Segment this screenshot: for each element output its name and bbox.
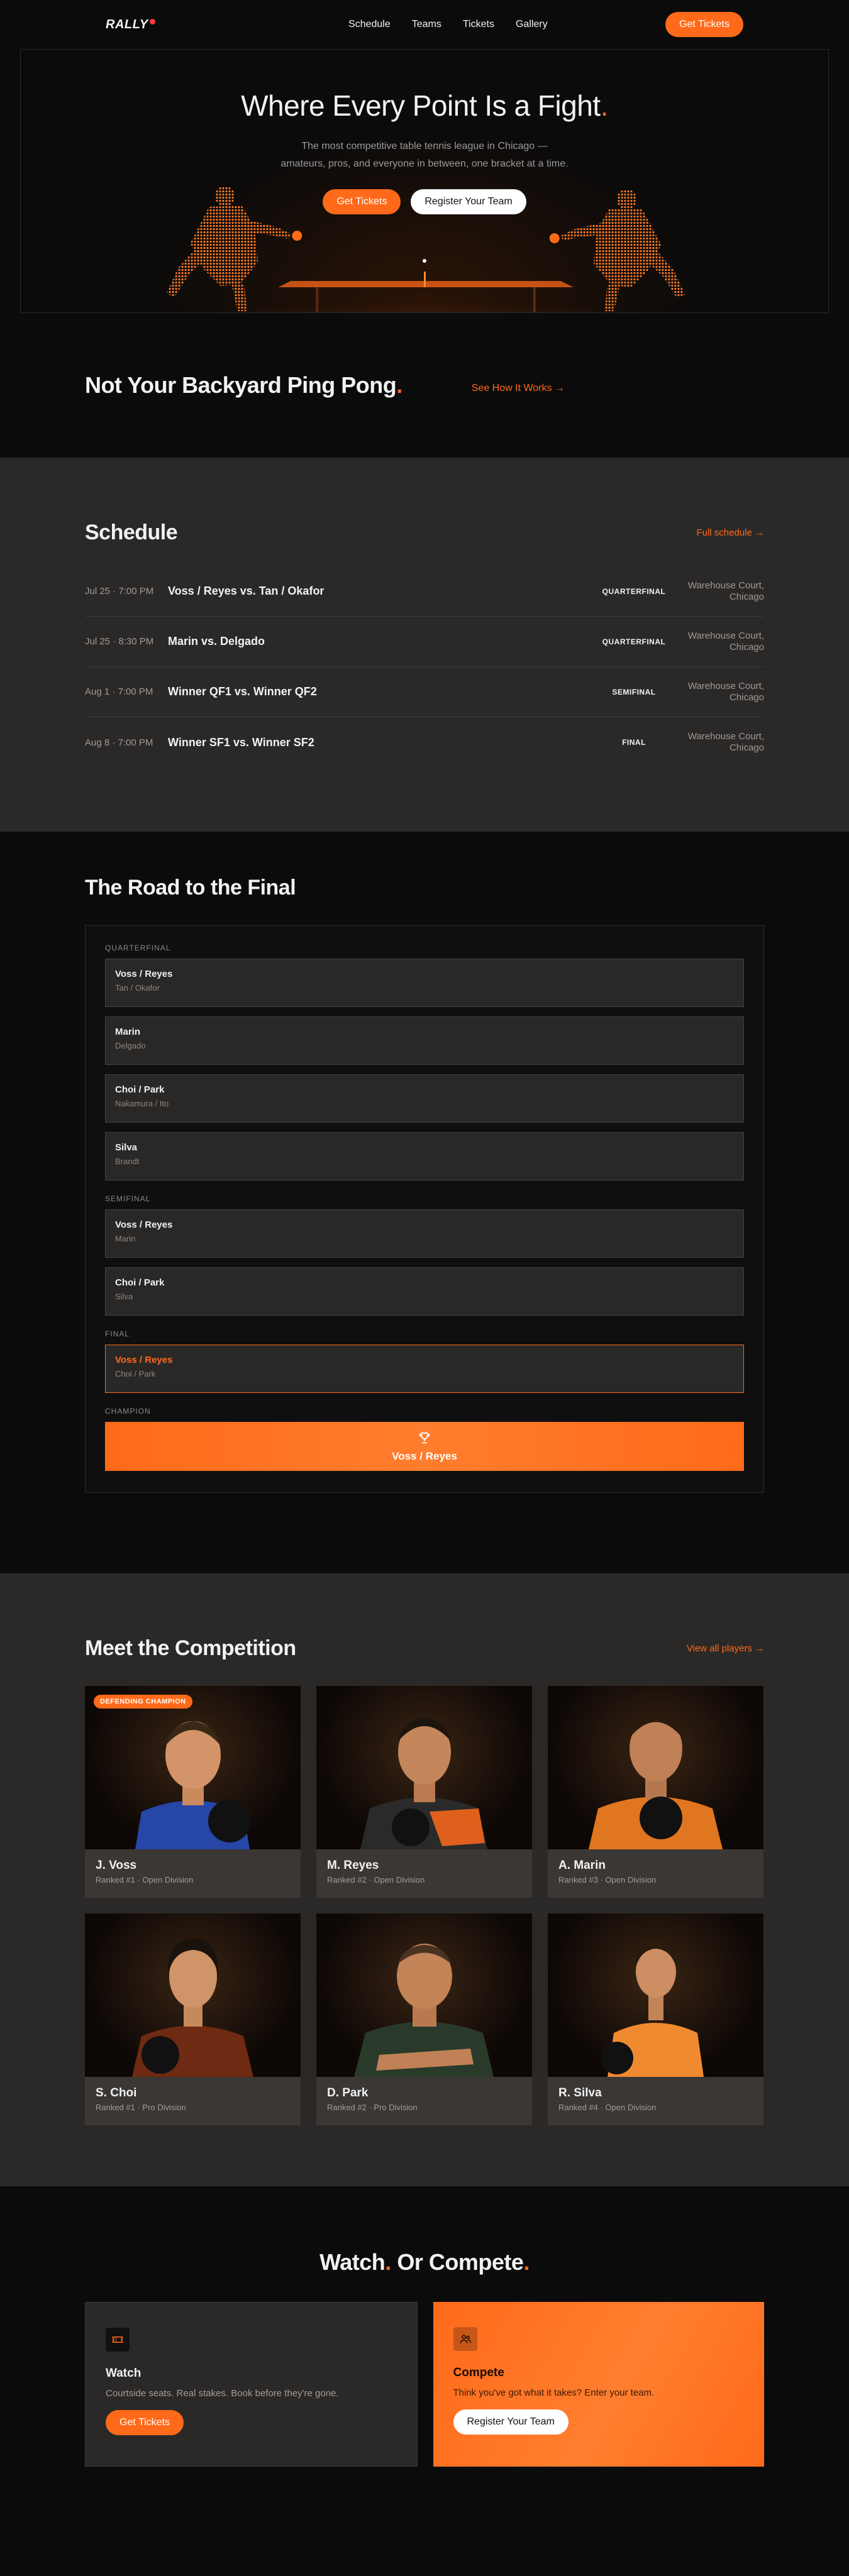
player-card[interactable] — [316, 1686, 532, 1898]
top-nav — [0, 0, 849, 49]
hero-title-dot: . — [600, 89, 608, 122]
schedule-venue-line-1: Warehouse Court, — [687, 680, 764, 691]
ticket-icon — [106, 2328, 130, 2352]
hero-title — [21, 89, 828, 123]
player-card[interactable] — [548, 1686, 763, 1898]
trophy-icon — [418, 1431, 431, 1448]
schedule-row[interactable] — [85, 717, 764, 768]
hero — [20, 49, 829, 313]
watch-get-tickets-button[interactable]: Get Tickets — [106, 2410, 184, 2435]
schedule-venue-line-2: Chicago — [729, 691, 764, 703]
watch-title: Watch — [106, 2367, 142, 2380]
schedule-match: Winner QF1 vs. Winner QF2 — [168, 685, 317, 698]
cta-title-dot-2: . — [523, 2249, 530, 2275]
player-rank: Ranked #1 · Pro Division — [96, 2103, 186, 2112]
schedule-list — [85, 566, 764, 768]
cta-cards — [85, 2302, 764, 2467]
bracket-match[interactable] — [105, 1132, 744, 1181]
match-winner: Silva — [115, 1142, 138, 1153]
player-name: R. Silva — [558, 2086, 602, 2100]
player-photo — [548, 1913, 763, 2077]
schedule-match: Marin vs. Delgado — [168, 635, 265, 647]
player-rank: Ranked #1 · Open Division — [96, 1875, 194, 1885]
intro-title — [85, 372, 402, 399]
users-icon — [453, 2327, 477, 2351]
schedule-round: QUARTERFINAL — [602, 586, 666, 596]
schedule-venue — [681, 630, 764, 653]
schedule-row[interactable] — [85, 566, 764, 617]
semifinal-label: SEMIFINAL — [105, 1194, 151, 1203]
player-rank: Ranked #2 · Pro Division — [327, 2103, 418, 2112]
cta-title — [0, 2249, 849, 2276]
player-info — [316, 2077, 532, 2122]
hero-title-text: Where Every Point Is a Fight — [241, 89, 601, 122]
watch-or-compete-section — [0, 2186, 849, 2576]
match-winner: Marin — [115, 1027, 141, 1037]
match-loser: Silva — [115, 1292, 133, 1301]
intro-section — [0, 313, 849, 458]
player-photo — [85, 1686, 301, 1849]
compete-card — [433, 2302, 765, 2467]
match-winner: Voss / Reyes — [115, 1355, 173, 1365]
player-rank: Ranked #4 · Open Division — [558, 2103, 657, 2112]
player-photo — [85, 1913, 301, 2077]
nav-links — [348, 19, 548, 30]
schedule-date: Jul 25 · 8:30 PM — [85, 636, 154, 647]
player-rank: Ranked #3 · Open Division — [558, 1875, 657, 1885]
compete-title: Compete — [453, 2366, 504, 2379]
schedule-venue-line-1: Warehouse Court, — [687, 580, 764, 591]
schedule-round: QUARTERFINAL — [602, 637, 666, 646]
champion-banner — [105, 1422, 744, 1471]
player-portrait-image — [548, 1913, 763, 2077]
schedule-round: FINAL — [622, 738, 646, 747]
match-loser: Nakamura / Ito — [115, 1099, 169, 1108]
match-loser: Delgado — [115, 1041, 146, 1050]
schedule-venue-line-2: Chicago — [729, 641, 764, 652]
hero-register-team-button[interactable]: Register Your Team — [411, 189, 526, 214]
player-portrait-image — [548, 1686, 763, 1849]
players-grid — [85, 1686, 764, 2125]
player-photo — [548, 1686, 763, 1849]
player-info — [548, 2077, 763, 2122]
nav-link-tickets[interactable]: Tickets — [462, 19, 494, 30]
cta-title-dot-1: . — [385, 2249, 391, 2275]
players-title: Meet the Competition — [85, 1636, 296, 1660]
cta-title-part-2: Or Compete — [391, 2249, 524, 2275]
player-photo — [316, 1686, 532, 1849]
bracket-match[interactable] — [105, 959, 744, 1007]
champion-label: CHAMPION — [105, 1407, 151, 1416]
bracket-match[interactable] — [105, 1016, 744, 1065]
schedule-date: Aug 8 · 7:00 PM — [85, 737, 153, 748]
player-name: J. Voss — [96, 1859, 137, 1872]
player-name: S. Choi — [96, 2086, 137, 2100]
player-card[interactable] — [316, 1913, 532, 2125]
bracket-match[interactable] — [105, 1209, 744, 1258]
player-portrait-image — [85, 1913, 301, 2077]
watch-card — [85, 2302, 418, 2467]
nav-link-gallery[interactable]: Gallery — [515, 19, 548, 30]
see-how-it-works-link[interactable]: See How It Works → — [471, 383, 565, 394]
final-label: FINAL — [105, 1329, 130, 1338]
defending-champion-badge: DEFENDING CHAMPION — [94, 1695, 192, 1709]
player-name: D. Park — [327, 2086, 369, 2100]
match-winner: Voss / Reyes — [115, 969, 173, 979]
schedule-header — [85, 520, 764, 545]
player-rank: Ranked #2 · Open Division — [327, 1875, 425, 1885]
player-card[interactable] — [85, 1686, 301, 1898]
player-info — [85, 2077, 301, 2122]
player-info — [85, 1849, 301, 1894]
intro-title-text: Not Your Backyard Ping Pong — [85, 372, 397, 398]
player-card[interactable] — [85, 1913, 301, 2125]
schedule-row[interactable] — [85, 617, 764, 667]
player-info — [316, 1849, 532, 1894]
player-info — [548, 1849, 763, 1894]
hero-get-tickets-button[interactable]: Get Tickets — [323, 189, 401, 214]
compete-register-team-button[interactable]: Register Your Team — [453, 2409, 569, 2435]
hero-players-illustration — [21, 168, 828, 312]
schedule-venue — [681, 580, 764, 603]
schedule-date: Jul 25 · 7:00 PM — [85, 586, 154, 597]
schedule-venue-line-2: Chicago — [729, 742, 764, 753]
match-loser: Marin — [115, 1234, 136, 1243]
bracket-section — [0, 832, 849, 1573]
schedule-section — [0, 458, 849, 832]
compete-text: Think you've got what it takes? Enter your team. — [453, 2387, 655, 2398]
schedule-round: SEMIFINAL — [612, 687, 656, 696]
watch-text: Courtside seats. Real stakes. Book before they're gone. — [106, 2388, 339, 2399]
player-card[interactable] — [548, 1913, 763, 2125]
schedule-venue-line-1: Warehouse Court, — [687, 630, 764, 641]
schedule-match: Winner SF1 vs. Winner SF2 — [168, 735, 314, 749]
nav-link-teams[interactable]: Teams — [411, 19, 441, 30]
match-winner: Choi / Park — [115, 1084, 165, 1095]
nav-get-tickets-button[interactable]: Get Tickets — [665, 12, 743, 37]
bracket-title: The Road to the Final — [85, 876, 296, 900]
schedule-venue-line-2: Chicago — [729, 591, 764, 602]
player-name: A. Marin — [558, 1859, 606, 1872]
match-loser: Tan / Okafor — [115, 983, 160, 993]
player-portrait-image — [316, 1686, 532, 1849]
cta-title-part-1: Watch — [319, 2249, 386, 2275]
hero-subtitle-line-2: amateurs, pros, and everyone in between, one bracket at a time. — [280, 158, 569, 169]
match-loser: Brandt — [115, 1157, 140, 1166]
bracket-panel — [85, 925, 764, 1493]
logo-text: RALLY — [106, 17, 148, 31]
schedule-title: Schedule — [85, 520, 178, 544]
player-name: M. Reyes — [327, 1859, 379, 1872]
schedule-venue — [681, 681, 764, 703]
schedule-match: Voss / Reyes vs. Tan / Okafor — [168, 585, 325, 597]
match-winner: Voss / Reyes — [115, 1219, 173, 1230]
bracket-match[interactable] — [105, 1074, 744, 1123]
player-photo — [316, 1913, 532, 2077]
quarterfinal-label: QUARTERFINAL — [105, 944, 171, 952]
bracket-final-match[interactable] — [105, 1345, 744, 1393]
logo[interactable] — [106, 18, 155, 32]
schedule-venue-line-1: Warehouse Court, — [687, 731, 764, 742]
nav-link-schedule[interactable]: Schedule — [348, 19, 391, 30]
match-loser: Choi / Park — [115, 1369, 156, 1379]
player-portrait-image — [316, 1913, 532, 2077]
players-header — [85, 1636, 764, 1661]
full-schedule-link[interactable]: Full schedule → — [696, 527, 764, 538]
match-winner: Choi / Park — [115, 1277, 165, 1288]
hero-subtitle-line-1: The most competitive table tennis league in Chicago — — [301, 141, 548, 151]
logo-dot-icon — [150, 19, 155, 25]
schedule-date: Aug 1 · 7:00 PM — [85, 686, 153, 697]
schedule-row[interactable] — [85, 667, 764, 717]
intro-title-dot: . — [396, 372, 402, 398]
view-all-players-link[interactable]: View all players → — [686, 1643, 764, 1654]
schedule-venue — [681, 731, 764, 754]
bracket-match[interactable] — [105, 1267, 744, 1316]
champion-name: Voss / Reyes — [392, 1450, 457, 1462]
player-portrait-image — [85, 1686, 301, 1849]
players-section — [0, 1573, 849, 2186]
